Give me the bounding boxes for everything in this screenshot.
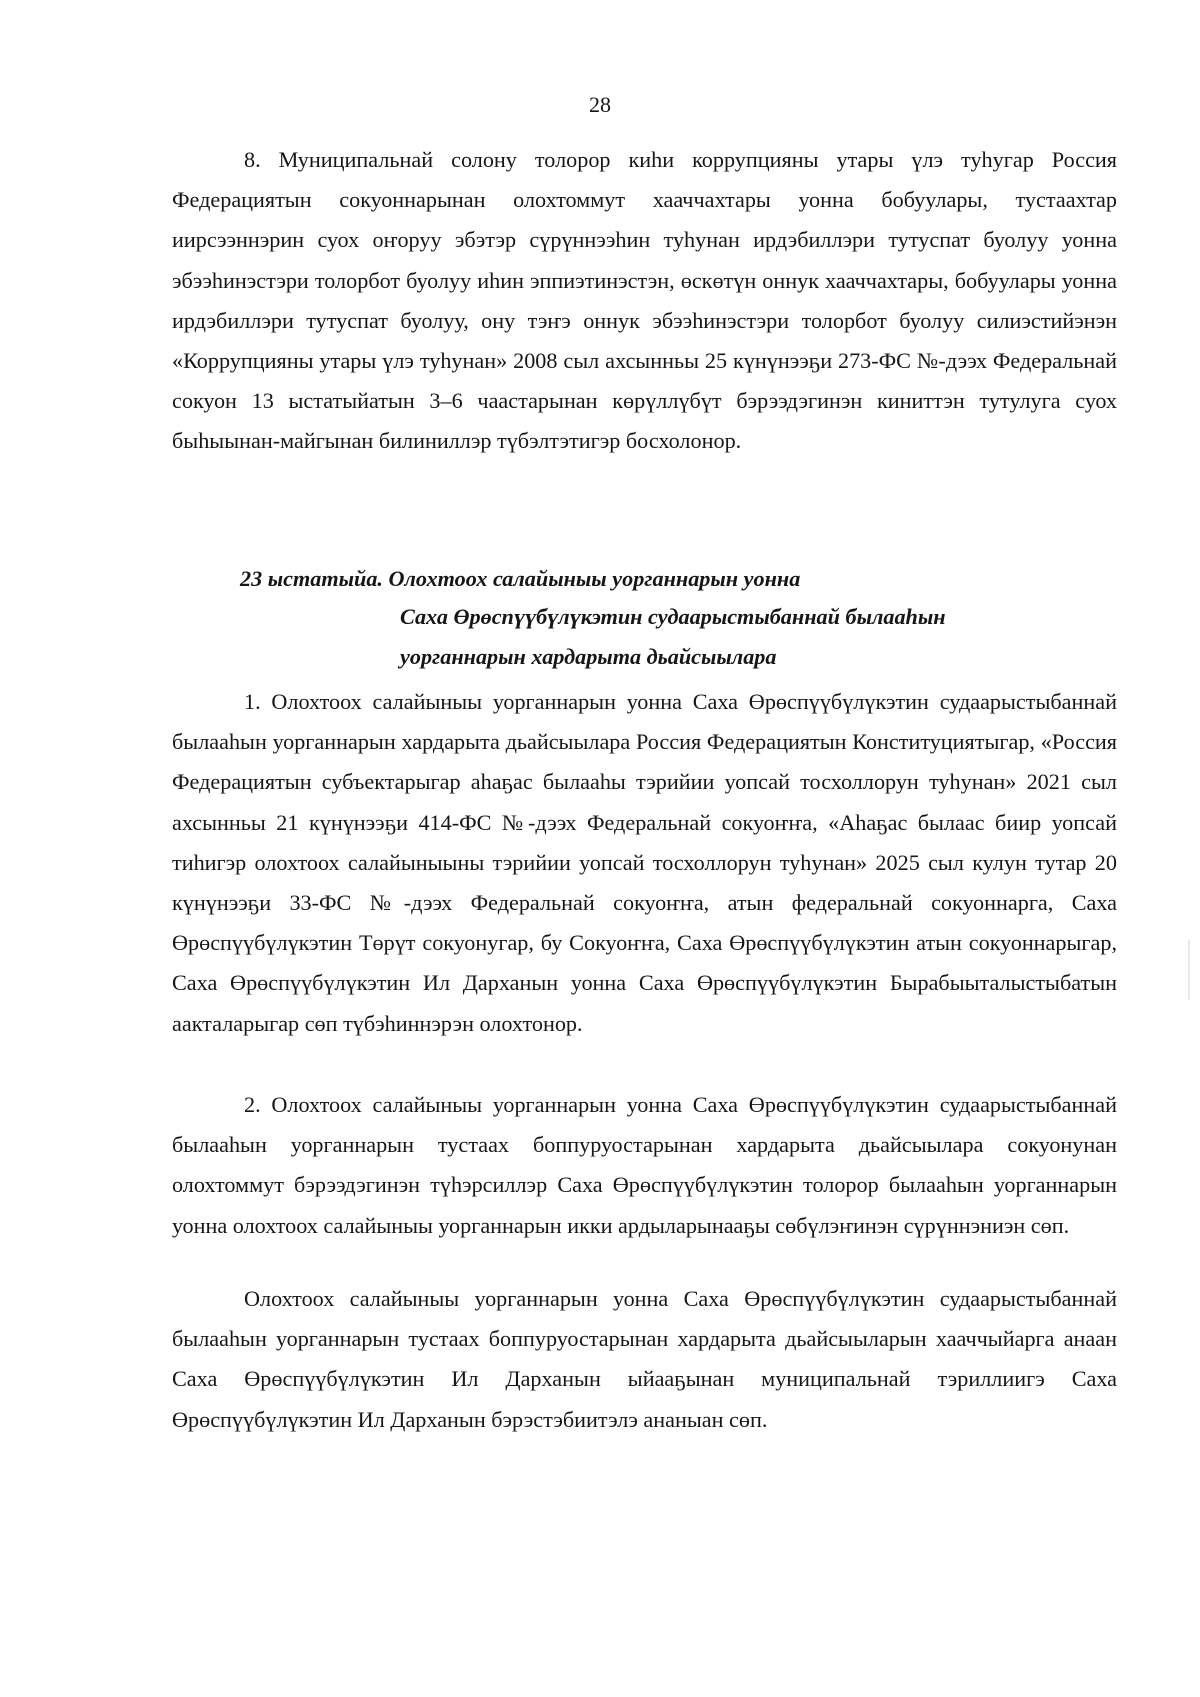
paragraph-2: 2. Олохтоох салайыныы уорганнарын уонна Саха Өрөспүүбүлүкэтин судаарыстыбаннай былааһын уорганнарын тустаах боппуруостарынан хардарыта дьайсыылара сокуонунан олохтоммут бэрээдэгинэн түһэрсиллэр Саха Өрөспүүбүлүкэтин толорор былааһын уорганнарын уонна олохтоох салайыныы уорганнарын икки ардыларынааҕы сөбүлэҥинэн сүрүннэниэн сөп. [172,1092,1117,1238]
paragraph-1: 1. Олохтоох салайыныы уорганнарын уонна Саха Өрөспүүбүлүкэтин судаарыстыбаннай былааһын уорганнарын хардарыта дьайсыылара Россия Федерациятын Конституциятыгар, «Россия Федерациятын субъектарыгар аһаҕас былааһы тэрийии уопсай тосхоллорун туһунан» 2021 сыл ахсынньы 21 күнүнээҕи 414-ФС №-дээх Федеральнай сокуоҥҥа, «Аһаҕас былаас биир уопсай тиһигэр олохтоох салайыныыны тэрийии уопсай тосхоллорун туһунан» 2025 сыл кулун тутар 20 күнүнээҕи 33-ФС №-дээх Федеральнай сокуоҥҥа, атын федеральнай сокуоннарга, Саха Өрөспүүбүлүкэтин Төрүт сокуонугар, бу Сокуоҥҥа, Саха Өрөспүүбүлүкэтин атын сокуоннарыгар, Саха Өрөспүүбүлүкэтин Ил Дарханын уонна Саха Өрөспүүбүлүкэтин Бырабыыталыстыбатын аакталарыгар сөп түбэһиннэрэн олохтонор. [172,689,1117,1036]
article-heading-line-2: Саха Өрөспүүбүлүкэтин судаарыстыбаннай былааһын [400,604,946,629]
article-heading-line-1: 23 ыстатыйа. Олохтоох салайыныы уорганнарын уонна [240,566,801,591]
article-heading-line-3: уорганнарын хардарыта дьайсыылара [400,644,777,669]
scan-edge-mark [1188,940,1190,1000]
page-number: 28 [589,92,611,117]
paragraph-3: Олохтоох салайыныы уорганнарын уонна Саха Өрөспүүбүлүкэтин судаарыстыбаннай былааһын уорганнарын тустаах боппуруостарынан хардарыта дьайсыыларын хааччыйарга анаан Саха Өрөспүүбүлүкэтин Ил Дарханын ыйааҕынан муниципальнай тэриллиигэ Саха Өрөспүүбүлүкэтин Ил Дарханын бэрэстэбиитэлэ ананыан сөп. [172,1286,1117,1432]
paragraph-8: 8. Муниципальнай солону толорор киһи коррупцияны утары үлэ туһугар Россия Федерациятын сокуоннарынан олохтоммут хааччахтары уонна бобуулары, тустаахтар иирсээннэрин суох оҥоруу эбэтэр сүрүннээһин туһунан ирдэбиллэри тутуспат буолуу уонна эбээһинэстэри толорбот буолуу иһин эппиэтинэстэн, өскөтүн оннук хааччахтары, бобуулары уонна ирдэбиллэри тутуспат буолуу, ону тэҥэ оннук эбээһинэстэри толорбот буолуу силиэстийэнэн «Коррупцияны утары үлэ туһунан» 2008 сыл ахсынньы 25 күнүнээҕи 273-ФС №-дээх Федеральнай сокуон 13 ыстатыйатын 3–6 чаастарынан көрүллүбүт бэрээдэгинэн киниттэн тутулуга суох быһыынан-майгынан билиниллэр түбэлтэтигэр босхолонор. [172,147,1117,454]
